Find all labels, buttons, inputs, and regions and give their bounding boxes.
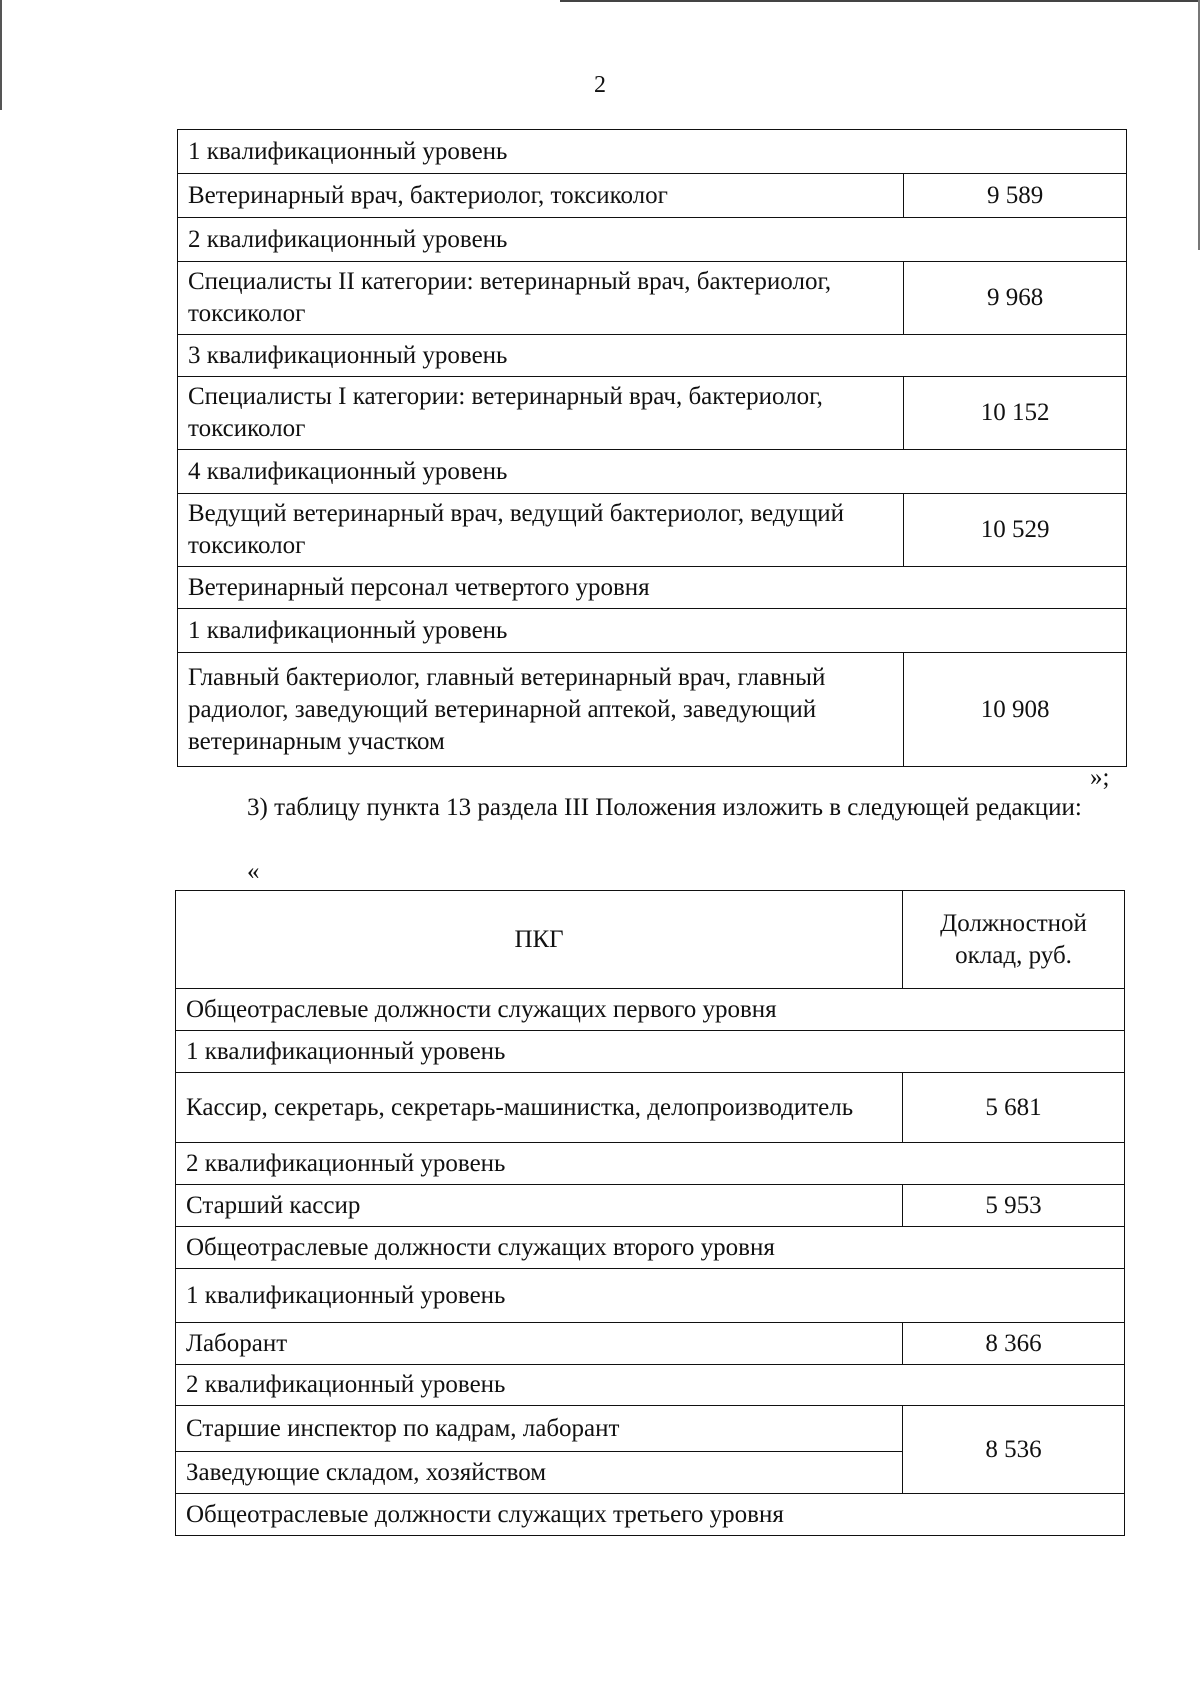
table-row — [178, 174, 1127, 218]
position-name: Старшие инспектор по кадрам, лаборант — [176, 1406, 903, 1452]
table-section-row — [178, 450, 1127, 494]
table-row — [176, 1406, 1125, 1452]
table-row — [176, 1073, 1125, 1143]
table-section-row — [178, 130, 1127, 174]
table-section-row — [176, 989, 1125, 1031]
section-label: Общеотраслевые должности служащих второго уровня — [176, 1227, 1125, 1269]
salary-table-veterinary-body — [178, 130, 1127, 767]
section-label: 2 квалификационный уровень — [176, 1365, 1125, 1406]
section-label: 1 квалификационный уровень — [176, 1269, 1125, 1323]
section-label: 2 квалификационный уровень — [178, 218, 1127, 262]
salary-table-general-body — [176, 989, 1125, 1536]
salary-value: 8 366 — [903, 1323, 1125, 1365]
table-section-row — [176, 1227, 1125, 1269]
table-section-row — [178, 567, 1127, 609]
section-label: 1 квалификационный уровень — [178, 609, 1127, 653]
table-row — [176, 1185, 1125, 1227]
section-label: Ветеринарный персонал четвертого уровня — [178, 567, 1127, 609]
table-section-row — [176, 1494, 1125, 1536]
position-name: Заведующие складом, хозяйством — [176, 1452, 903, 1494]
table-row — [178, 494, 1127, 567]
section-label: 3 квалификационный уровень — [178, 335, 1127, 377]
salary-value: 5 681 — [903, 1073, 1125, 1143]
section-label: 1 квалификационный уровень — [178, 130, 1127, 174]
table-row — [176, 1323, 1125, 1365]
position-name: Ведущий ветеринарный врач, ведущий бактериолог, ведущий токсиколог — [178, 494, 904, 567]
page-number: 2 — [594, 72, 606, 98]
section-label: 1 квалификационный уровень — [176, 1031, 1125, 1073]
position-name: Кассир, секретарь, секретарь-машинистка, делопроизводитель — [176, 1073, 903, 1143]
table-section-row — [178, 218, 1127, 262]
salary-value: 9 589 — [904, 174, 1127, 218]
table-row — [178, 653, 1127, 767]
position-name: Старший кассир — [176, 1185, 903, 1227]
table-header-row — [176, 891, 1125, 989]
salary-value: 10 529 — [904, 494, 1127, 567]
scan-edge-top — [560, 0, 1200, 2]
table-section-row — [176, 1269, 1125, 1323]
salary-value: 8 536 — [903, 1406, 1125, 1494]
table-section-row — [176, 1143, 1125, 1185]
table-section-row — [178, 335, 1127, 377]
header-pkg: ПКГ — [176, 891, 903, 989]
section-label: 4 квалификационный уровень — [178, 450, 1127, 494]
section-label: Общеотраслевые должности служащих первого уровня — [176, 989, 1125, 1031]
header-salary: Должностной оклад, руб. — [903, 891, 1125, 989]
table-row — [178, 262, 1127, 335]
amendment-paragraph: 3) таблицу пункта 13 раздела III Положения изложить в следующей редакции: — [247, 794, 1082, 821]
position-name: Специалисты I категории: ветеринарный врач, бактериолог, токсиколог — [178, 377, 904, 450]
position-name: Ветеринарный врач, бактериолог, токсиколог — [178, 174, 904, 218]
table-section-row — [176, 1031, 1125, 1073]
salary-table-general — [175, 890, 1125, 1536]
position-name: Специалисты II категории: ветеринарный врач, бактериолог, токсиколог — [178, 262, 904, 335]
salary-value: 10 152 — [904, 377, 1127, 450]
table-row — [178, 377, 1127, 450]
closing-quote: »; — [1090, 764, 1110, 791]
section-label: Общеотраслевые должности служащих третьего уровня — [176, 1494, 1125, 1536]
position-name: Главный бактериолог, главный ветеринарный врач, главный радиолог, заведующий ветеринарной аптекой, заведующий ветеринарным участком — [178, 653, 904, 767]
salary-table-veterinary — [177, 129, 1127, 767]
table-section-row — [178, 609, 1127, 653]
section-label: 2 квалификационный уровень — [176, 1143, 1125, 1185]
salary-value: 9 968 — [904, 262, 1127, 335]
position-name: Лаборант — [176, 1323, 903, 1365]
opening-quote: « — [247, 858, 260, 885]
salary-value: 10 908 — [904, 653, 1127, 767]
salary-value: 5 953 — [903, 1185, 1125, 1227]
table-section-row — [176, 1365, 1125, 1406]
